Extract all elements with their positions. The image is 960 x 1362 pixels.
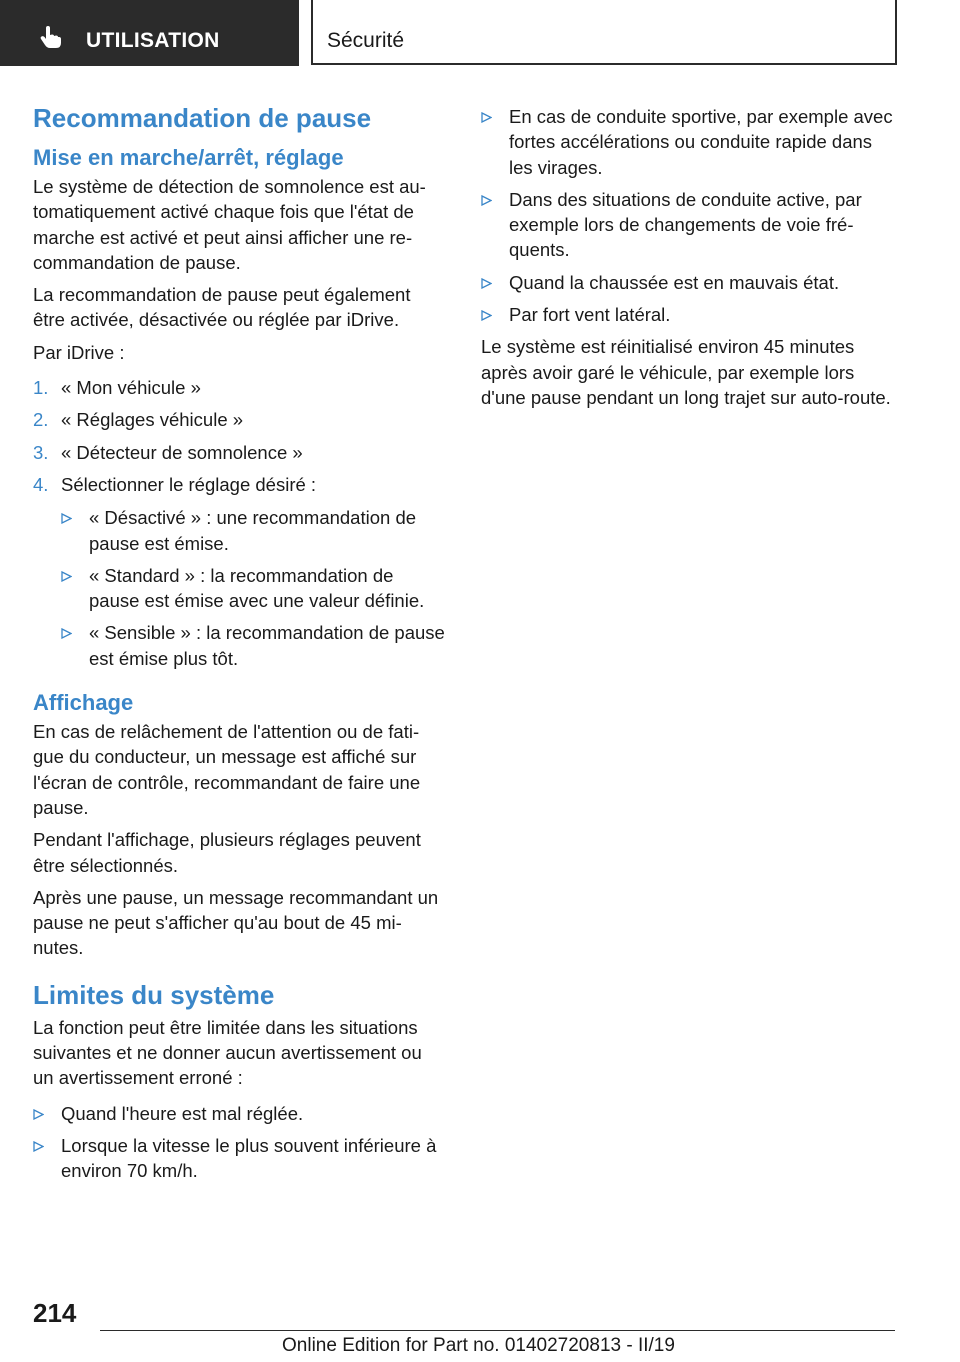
paragraph: En cas de relâchement de l'attention ou de fati‐gue du conducteur, un message est affiché sur l'écran de contrôle, recommandant de faire une pause.: [33, 721, 421, 818]
section-title: UTILISATION: [86, 29, 220, 52]
list-item: [33, 407, 445, 432]
paragraph: Par iDrive :: [33, 341, 125, 363]
edition-text: Online Edition for Part no. 01402720813 - II/19: [282, 1335, 675, 1356]
subheading-settings: Mise en marche/arrêt, réglage: [33, 145, 344, 170]
step-number: 3.: [33, 441, 49, 463]
triangle-bullet-icon: [481, 112, 492, 123]
triangle-bullet-icon: [61, 628, 72, 639]
steps-list: [33, 375, 445, 671]
bullet-text: Par fort vent latéral.: [509, 304, 671, 326]
bullet-text: Dans des situations de conduite active, par exemple lors de changements de voie fré‐quents.: [509, 188, 862, 261]
options-list: [61, 505, 445, 671]
list-item: [33, 375, 445, 400]
list-item: [481, 302, 896, 327]
step-text: « Réglages véhicule »: [61, 409, 244, 431]
footer-divider: [100, 1330, 895, 1331]
section-heading-limits: Limites du système: [33, 979, 275, 1010]
section-tab: [0, 0, 299, 66]
list-item: [33, 440, 445, 465]
triangle-bullet-icon: [61, 571, 72, 582]
triangle-bullet-icon: [33, 1141, 44, 1152]
paragraph: Le système de détection de somnolence est au‐tomatiquement activé chaque fois que l'état de marche est activé et peut ainsi afficher une re‐commandation de pause.: [33, 176, 426, 273]
step-text: « Détecteur de somnolence »: [61, 441, 303, 463]
triangle-bullet-icon: [481, 195, 492, 206]
step-text: Sélectionner le réglage désiré :: [61, 473, 317, 495]
list-item: [61, 505, 445, 556]
triangle-bullet-icon: [481, 278, 492, 289]
bullet-text: Quand l'heure est mal réglée.: [61, 1102, 304, 1124]
triangle-bullet-icon: [481, 310, 492, 321]
list-item: [33, 472, 445, 671]
paragraph: Le système est réinitialisé environ 45 minutes après avoir garé le véhicule, par exemple lors d'une pause pendant un long trajet sur auto‐route.: [481, 336, 891, 408]
step-number: 4.: [33, 473, 49, 495]
list-item: [481, 270, 896, 295]
list-item: [33, 1101, 445, 1126]
limits-list: [33, 1101, 445, 1184]
paragraph: Pendant l'affichage, plusieurs réglages peuvent être sélectionnés.: [33, 829, 421, 876]
option-text: « Désactivé » : une recommandation de pause est émise.: [89, 507, 417, 554]
right-column: [481, 104, 896, 417]
bullet-text: En cas de conduite sportive, par exemple avec fortes accélérations ou conduite rapide dans les virages.: [509, 106, 893, 178]
chapter-box: [311, 0, 897, 65]
list-item: [61, 620, 445, 671]
bullet-text: Lorsque la vitesse le plus souvent inférieure à environ 70 km/h.: [61, 1134, 437, 1182]
option-text: « Standard » : la recommandation de pause est émise avec une valeur définie.: [89, 564, 425, 612]
page-header: [0, 0, 960, 66]
paragraph: La fonction peut être limitée dans les situations suivantes et ne donner aucun avertissement ou un avertissement erroné :: [33, 1016, 422, 1089]
triangle-bullet-icon: [61, 513, 72, 524]
option-text: « Sensible » : la recommandation de pause est émise plus tôt.: [89, 622, 445, 669]
step-text: « Mon véhicule »: [61, 377, 201, 399]
subheading-display: Affichage: [33, 690, 134, 716]
section-heading-pause: Recommandation de pause: [33, 103, 372, 133]
paragraph: La recommandation de pause peut également être activée, désactivée ou réglée par iDrive.: [33, 284, 411, 331]
paragraph: Après une pause, un message recommandant un pause ne peut s'afficher qu'au bout de 45 mi‐nutes.: [33, 886, 439, 959]
list-item: [33, 1133, 445, 1184]
list-item: [61, 563, 445, 614]
hand-pointer-icon: [38, 24, 64, 50]
page-number: 214: [33, 1298, 77, 1328]
list-item: [481, 187, 896, 263]
limits-list-continued: [481, 104, 896, 327]
left-column: [33, 100, 445, 1191]
bullet-text: Quand la chaussée est en mauvais état.: [509, 271, 840, 293]
step-number: 2.: [33, 409, 49, 431]
list-item: [481, 104, 896, 180]
triangle-bullet-icon: [33, 1109, 44, 1120]
chapter-title: Sécurité: [327, 29, 405, 52]
step-number: 1.: [33, 377, 49, 399]
